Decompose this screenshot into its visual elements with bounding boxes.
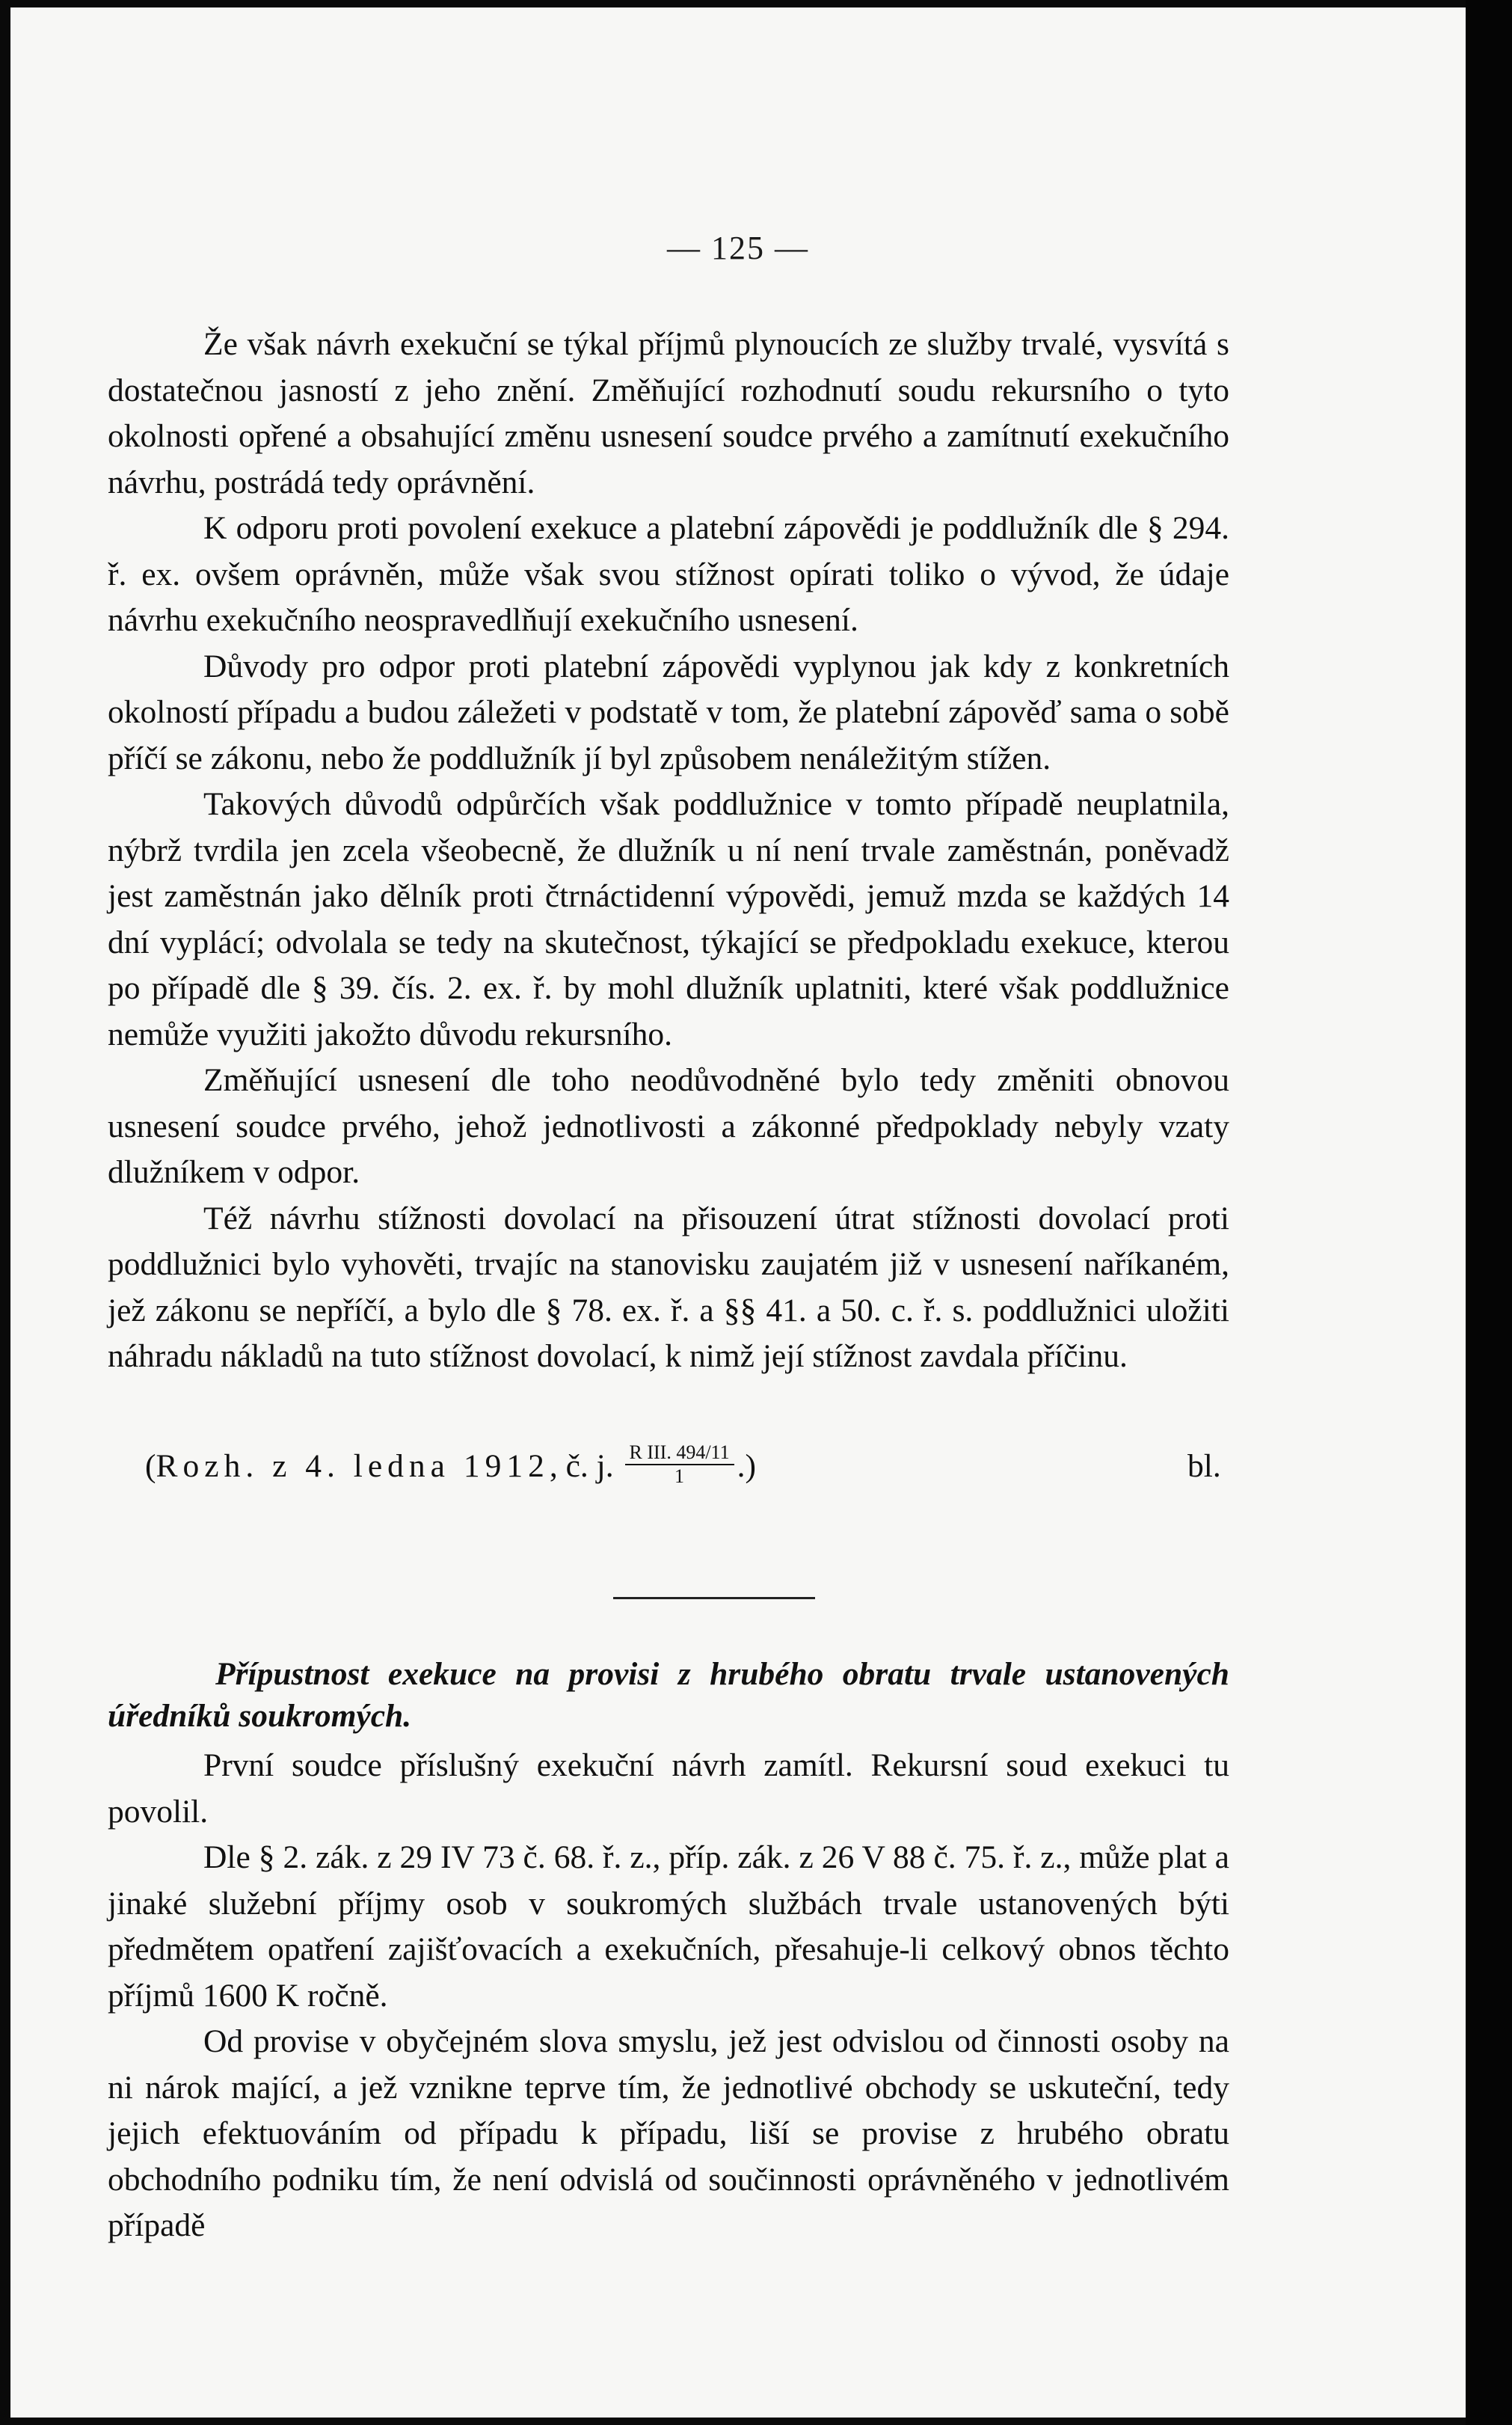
paragraph: K odporu proti povolení exekuce a platební zápovědi je poddlužník dle § 294. ř. ex. ovšem oprávněn, může však svou stížnost opírati toliko o vývod, že údaje návrhu exekučního neospravedlňují exekučního usnesení. [108, 510, 1229, 638]
ruling-file-number [625, 1441, 734, 1488]
paragraph: Že však návrh exekuční se týkal příjmů plynoucích ze služby trvalé, vysvítá s dostatečnou jasností z jeho znění. Změňující rozhodnutí soudu rekursního o tyto okolnosti opřené a obsahující změnu usnesení soudce prvého a zamítnutí exekučního návrhu, postrádá tedy oprávnění. [108, 326, 1229, 500]
ruling-cj: , č. j. [549, 1448, 614, 1484]
paragraph: Od provise v obyčejném slova smyslu, jež jest odvislou od činnosti osoby na ni nárok mající, a jež vznikne teprve tím, že jednotlivé obchody se uskuteční, tedy jejich efektuováním od případu k případu, liší se provise z hrubého obratu obchodního podniku tím, že není odvislá od součinnosti oprávněného v jednotlivém případě [108, 2023, 1229, 2243]
body-text-bottom [108, 1743, 1229, 2249]
ruling-close: .) [737, 1448, 756, 1484]
section-heading: Přípustnost exekuce na provisi z hrubého obratu trvale ustanovených úředníků soukromých. [108, 1656, 1229, 1734]
paragraph: Důvody pro odpor proti platební zápovědi vyplynou jak kdy z konkretních okolností případu a budou záležeti v podstatě v tom, že platební zápověď sama o sobě příčí se zákonu, nebo že poddlužník jí byl způsobem nenáležitým stížen. [108, 648, 1229, 776]
paragraph: První soudce příslušný exekuční návrh zamítl. Rekursní soud exekuci tu povolil. [108, 1747, 1229, 1830]
paragraph: Dle § 2. zák. z 29 IV 73 č. 68. ř. z., příp. zák. z 26 V 88 č. 75. ř. z., může plat a jinaké služební příjmy osob v soukromých službách trvale ustanovených býti předmětem opatření zajišťovacích a exekučních, přesahuje-li celkový obnos těchto příjmů 1600 K ročně. [108, 1839, 1229, 2014]
page-number: — 125 — [667, 230, 809, 266]
scan-border [1466, 0, 1512, 2425]
body-text-top [108, 322, 1229, 1380]
ruling-open: ( [145, 1448, 156, 1484]
ruling-label: Rozh. z 4. ledna 1912 [156, 1448, 550, 1484]
fraction-numerator: R III. 494/11 [625, 1441, 734, 1465]
paragraph: Takových důvodů odpůrčích však poddlužnice v tomto případě neuplatnila, nýbrž tvrdila jen zcela všeobecně, že dlužník u ní není trvale zaměstnán, poněvadž jest zaměstnán jako dělník proti čtrnáctidenní výpovědi, jemuž mzda se každých 14 dní vyplácí; odvolala se tedy na skutečnost, týkající se předpokladu exekuce, kterou po případě dle § 39. čís. 2. ex. ř. by mohl dlužník uplatniti, které však poddlužnice nemůže využiti jakožto důvodu rekursního. [108, 786, 1229, 1052]
fraction-denominator: 1 [674, 1465, 685, 1488]
paragraph: Změňující usnesení dle toho neodůvodněné bylo tedy změniti obnovou usnesení soudce prvého, jehož jednotlivosti a zákonné předpoklady nebyly vzaty dlužníkem v odpor. [108, 1062, 1229, 1190]
ruling-author: bl. [1187, 1448, 1221, 1484]
paragraph: Též návrhu stížnosti dovolací na přisouzení útrat stížnosti dovolací proti poddlužnici bylo vyhověti, trvajíc na stanovisku zaujatém již v usnesení naříkaném, jež zákonu se nepříčí, a bylo dle § 78. ex. ř. a §§ 41. a 50. c. ř. s. poddlužnici uložiti náhradu nákladů na tuto stížnost dovolací, k nimž její stížnost zavdala příčinu. [108, 1200, 1229, 1374]
section-divider [613, 1597, 815, 1599]
ruling-citation [145, 1441, 1221, 1492]
page-sheet [10, 7, 1466, 2418]
